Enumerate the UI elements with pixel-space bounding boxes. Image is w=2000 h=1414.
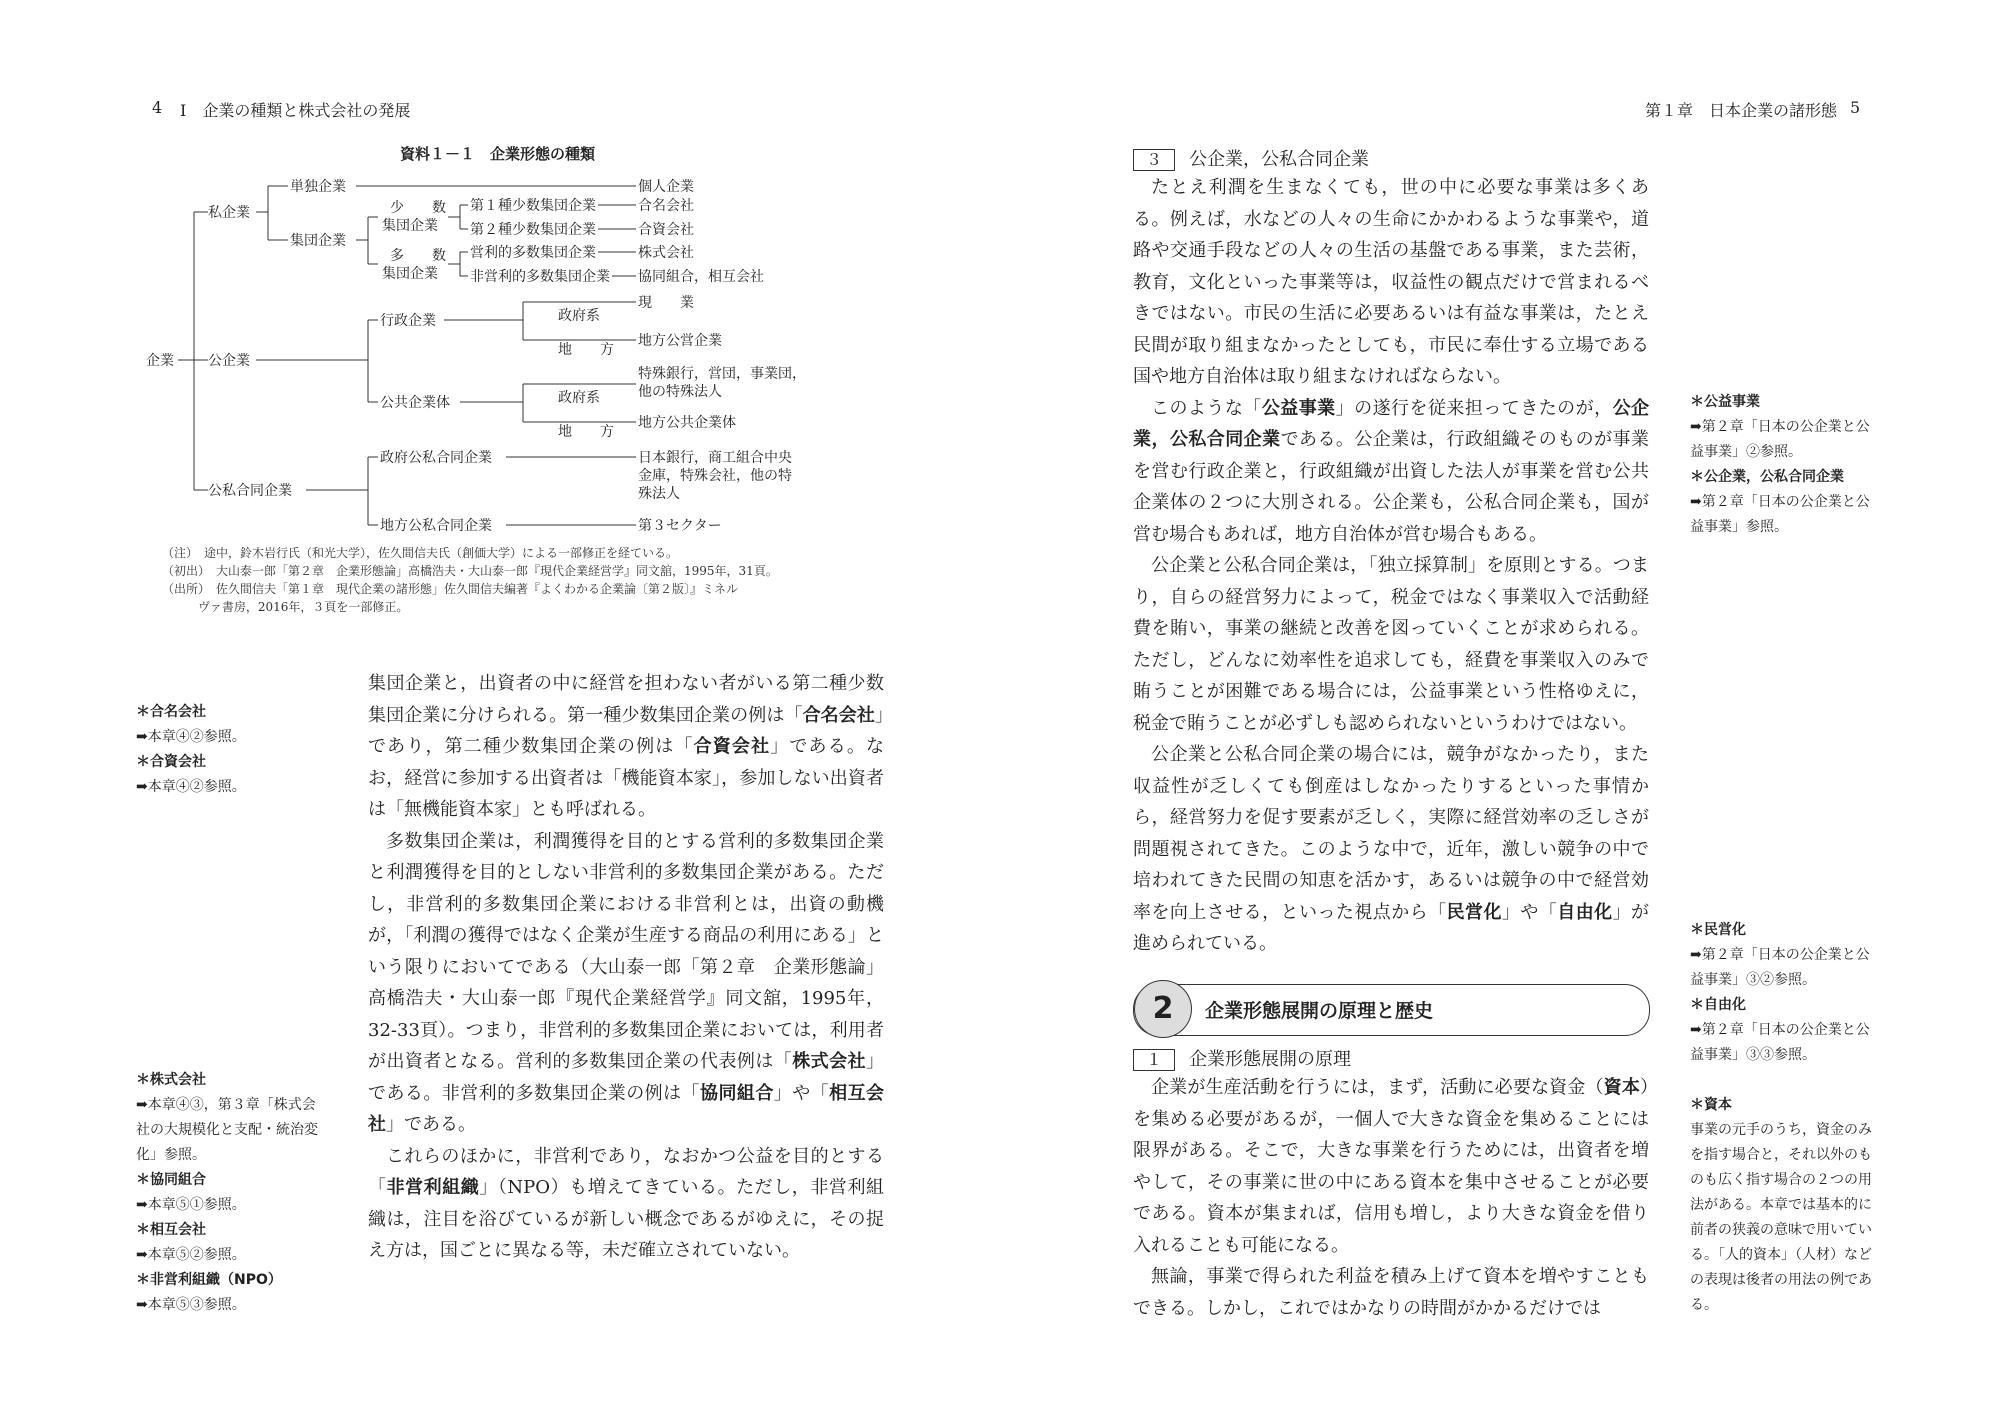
node-chiho-kouei: 地方公営企業 — [638, 333, 722, 349]
sidenote-ref: ➡本章⑤②参照。 — [136, 1247, 246, 1263]
sidenote-term: ＊公企業，公私合同企業 — [1690, 469, 1844, 485]
keyword: 合資会社 — [693, 736, 771, 757]
node-gov1: 政府系 — [558, 308, 600, 324]
enterprise-types-diagram — [138, 172, 858, 542]
node-special-a: 特殊銀行，営団，事業団， — [638, 366, 806, 382]
chapter-section-title: 企業形態展開の原理と歴史 — [1205, 1000, 1434, 1022]
keyword: 株式会社 — [792, 1051, 867, 1072]
section-heading-3 — [1133, 145, 1369, 171]
node-root: 企業 — [146, 353, 174, 369]
node-boj-c: 殊法人 — [638, 486, 680, 502]
node-goshi: 合資会社 — [638, 222, 694, 238]
node-gov-mixed: 政府公私合同企業 — [380, 450, 492, 466]
sidenote-term: ＊非営利組織（NPO） — [136, 1272, 282, 1288]
figure-title: 資料１－１ 企業形態の種類 — [400, 145, 596, 163]
paragraph: このような「公益事業」の遂行を従来担ってきたのが，公企業，公私合同企業である。公企業は，行政組織そのものが事業を営む行政企業と，行政組織が出資した法人が事業を営む公共企業体の２つに大別される。公企業も，公私合同企業も，国が営む場合もあれば，地方自治体が営む場合もある。 — [1133, 397, 1650, 545]
section-title: 企業形態展開の原理 — [1189, 1049, 1352, 1070]
sidenote-ref: ➡第２章「日本の公企業と公益事業」参照。 — [1690, 494, 1870, 535]
node-admin: 行政企業 — [380, 313, 436, 329]
section-number-box: ３ — [1133, 149, 1175, 171]
keyword: 非営利組織 — [386, 1177, 480, 1198]
sidenote-term: ＊合名会社 — [136, 704, 206, 720]
keyword: 民営化 — [1446, 901, 1502, 923]
sidenote-ref: ➡本章⑤①参照。 — [136, 1197, 246, 1213]
sidenote-term: ＊相互会社 — [136, 1222, 206, 1238]
sidenote-shihon — [1690, 1093, 1880, 1318]
sidenote-ref: ➡本章④②参照。 — [136, 729, 246, 745]
keyword: 公益事業 — [1261, 397, 1336, 419]
sidenote-ref: ➡第２章「日本の公企業と公益事業」③③参照。 — [1690, 1022, 1870, 1063]
paragraph: 公企業と公私合同企業は，「独立採算制」を原則とする。つまり，自らの経営努力によって，税金ではなく事業収入で活動経費を賄い，事業の継続と改善を図っていくことが求められる。ただし，どんなに効率性を追求しても，経費を事業収入のみで賄うことが困難である場合には，公益事業という性格ゆえに，税金で賄うことが必ずしも認められないというわけではない。 — [1133, 555, 1649, 734]
sidenote-koeki — [1690, 390, 1880, 540]
node-local-mixed: 地方公私合同企業 — [380, 518, 492, 534]
sidenote-gomei — [136, 700, 326, 800]
keyword: 相互会社 — [368, 1082, 885, 1135]
node-many-a: 多 数 — [390, 248, 446, 264]
left-running-head: Ⅰ 企業の種類と株式会社の発展 — [180, 101, 411, 120]
sidenote-ref: ➡本章④②参照。 — [136, 779, 246, 795]
node-few-a: 少 数 — [390, 200, 446, 216]
node-public: 公企業 — [208, 353, 250, 369]
right-running-head: 第１章 日本企業の諸形態 — [1645, 101, 1838, 120]
paragraph: 公企業と公私合同企業の場合には，競争がなかったり，また収益性が乏しくても倒産はしなかったりするといった事情から，経営努力を促す要素が乏しく，実際に経営効率の乏しさが問題視されてきた。このような中で，近年，激しい競争の中で培われてきた民間の知恵を活かす，あるいは競争の中で経営効率を向上させる，といった視点から「民営化」や「自由化」が進められている。 — [1133, 744, 1650, 954]
node-many-nonprofit: 非営利的多数集団企業 — [470, 269, 610, 285]
right-page-number: 5 — [1850, 98, 1861, 117]
node-private: 私企業 — [208, 205, 250, 221]
section-title: 公企業，公私合同企業 — [1189, 149, 1370, 170]
left-body-text — [368, 668, 884, 1267]
sidenote-term: ＊民営化 — [1690, 922, 1746, 938]
sidenote-term: ＊協同組合 — [136, 1172, 206, 1188]
right-body-text-2 — [1133, 1072, 1649, 1324]
sidenote-ref: ➡第２章「日本の公企業と公益事業」②参照。 — [1690, 419, 1870, 460]
sidenote-term: ＊資本 — [1690, 1097, 1732, 1113]
keyword: 自由化 — [1557, 901, 1613, 923]
node-third-sector: 第３セクター — [638, 518, 722, 534]
node-boj-a: 日本銀行，商工組合中央 — [638, 450, 792, 466]
node-boj-b: 金庫，特殊会社，他の特 — [638, 468, 792, 484]
node-few-type2: 第２種少数集団企業 — [470, 222, 596, 238]
node-local1: 地 方 — [558, 342, 614, 358]
node-many-b: 集団企業 — [382, 266, 438, 282]
paragraph: 無論，事業で得られた利益を積み上げて資本を増やすこともできる。しかし，これではかなりの時間がかかるだけでは — [1133, 1266, 1649, 1319]
paragraph: 多数集団企業は，利潤獲得を目的とする営利的多数集団企業と利潤獲得を目的としない非営利的多数集団企業がある。ただし，非営利的多数集団企業における非営利とは，出資の動機が，「利潤の獲得ではなく企業が生産する商品の利用にある」という限りにおいてである（大山泰一郎「第２章 企業形態論」高橋浩夫・大山泰一郎『現代企業経営学』同文舘，1995年，32-33頁）。つまり，非営利的多数集団企業においては，利用者が出資者となる。営利的多数集団企業の代表例は「株式会社」である。非営利的多数集団企業の例は「協同組合」や「相互会社」である。 — [368, 830, 885, 1135]
right-body-text-1 — [1133, 172, 1649, 960]
sidenote-ref: 事業の元手のうち，資金のみを指す場合と，それ以外のものも広く指す場合の２つの用法がある。本章では基本的に前者の狭義の意味で用いている。「人的資本」（人材）などの表現は後者の用法の例である。 — [1690, 1122, 1872, 1313]
sidenote-ref: ➡第２章「日本の公企業と公益事業」③②参照。 — [1690, 947, 1870, 988]
node-gomei: 合名会社 — [638, 198, 694, 214]
node-mixed: 公私合同企業 — [208, 483, 292, 499]
node-many-profit: 営利的多数集団企業 — [470, 245, 596, 261]
sidenote-mineika — [1690, 918, 1880, 1068]
paragraph: たとえ利潤を生まなくても，世の中に必要な事業は多くある。例えば，水などの人々の生命にかかわるような事業や，道路や交通手段などの人々の生活の基盤である事業，また芸術，教育，文化といった事業等は，収益性の観点だけで営まれるべきではない。市民の生活に必要あるいは有益な事業は，たとえ民間が取り組まなかったとしても，市民に奉仕する立場である国や地方自治体は取り組まなければならない。 — [1133, 177, 1649, 387]
node-special-b: 他の特殊法人 — [638, 384, 722, 400]
figure-note: （初出） 大山泰一郎「第２章 企業形態論」高橋浩夫・大山泰一郎『現代企業経営学』同文舘，1995年，31頁。 — [162, 564, 778, 578]
paragraph: 企業が生産活動を行うには，まず，活動に必要な資金（資本）を集める必要があるが，一個人で大きな資金を集めることには限界がある。そこで，大きな事業を行うためには，出資者を増やして，その事業に世の中にある資本を集中させることが必要である。資本が集まれば，信用も増し，より大きな資金を借り入れることも可能になる。 — [1133, 1077, 1650, 1256]
sidenote-term: ＊株式会社 — [136, 1072, 206, 1088]
section-heading-1 — [1133, 1045, 1351, 1071]
sidenote-ref: ➡本章④③，第３章「株式会社の大規模化と支配・統治変化」参照。 — [136, 1097, 318, 1163]
figure-note: （注） 途中，鈴木岩行氏（和光大学），佐久間信夫氏（創価大学）による一部修正を経ている。 — [162, 546, 679, 560]
node-group: 集団企業 — [290, 233, 346, 249]
sidenote-kabushiki — [136, 1068, 326, 1318]
node-few-type1: 第１種少数集団企業 — [470, 198, 596, 214]
keyword: 資本 — [1603, 1077, 1641, 1098]
paragraph: これらのほかに，非営利であり，なおかつ公益を目的とする「非営利組織」（NPO）も増えてきている。ただし，非営利組織は，注目を浴びているが新しい概念であるがゆえに，その捉え方は，国ごとに異なる等，未だ確立されていない。 — [368, 1145, 885, 1261]
node-single: 単独企業 — [290, 179, 346, 195]
node-individual: 個人企業 — [638, 179, 694, 195]
node-kabushiki: 株式会社 — [638, 245, 694, 261]
figure-note: （出所） 佐久間信夫「第１章 現代企業の諸形態」佐久間信夫編著『よくわかる企業論〔第２版〕』ミネル — [162, 582, 739, 596]
node-genkyo: 現 業 — [638, 295, 694, 311]
sidenote-ref: ➡本章⑤③参照。 — [136, 1297, 246, 1313]
paragraph: 集団企業と，出資者の中に経営を担わない者がいる第二種少数集団企業に分けられる。第一種少数集団企業の例は「合名会社」であり，第二種少数集団企業の例は「合資会社」である。なお，経営に参加する出資者は「機能資本家」，参加しない出資者は「無機能資本家」とも呼ばれる。 — [368, 673, 885, 820]
figure-note: ヴァ書房，2016年，３頁を一部修正。 — [198, 600, 409, 614]
keyword: 合名会社 — [802, 704, 876, 726]
figure-notes — [162, 544, 882, 616]
keyword: 公企業，公私合同企業 — [1133, 397, 1650, 450]
left-page-number: 4 — [152, 98, 163, 117]
sidenote-term: ＊合資会社 — [136, 754, 206, 770]
node-public-corp: 公共企業体 — [380, 395, 450, 411]
node-gov2: 政府系 — [558, 390, 600, 406]
sidenote-term: ＊公益事業 — [1690, 394, 1760, 410]
section-number-box: １ — [1133, 1049, 1175, 1071]
chapter-section-number: 2 — [1134, 980, 1192, 1038]
sidenote-term: ＊自由化 — [1690, 997, 1746, 1013]
keyword: 協同組合 — [700, 1082, 774, 1104]
node-few-b: 集団企業 — [382, 218, 438, 234]
node-kyodo: 協同組合，相互会社 — [638, 269, 764, 285]
node-local2: 地 方 — [558, 424, 614, 440]
node-local-public: 地方公共企業体 — [638, 415, 736, 431]
